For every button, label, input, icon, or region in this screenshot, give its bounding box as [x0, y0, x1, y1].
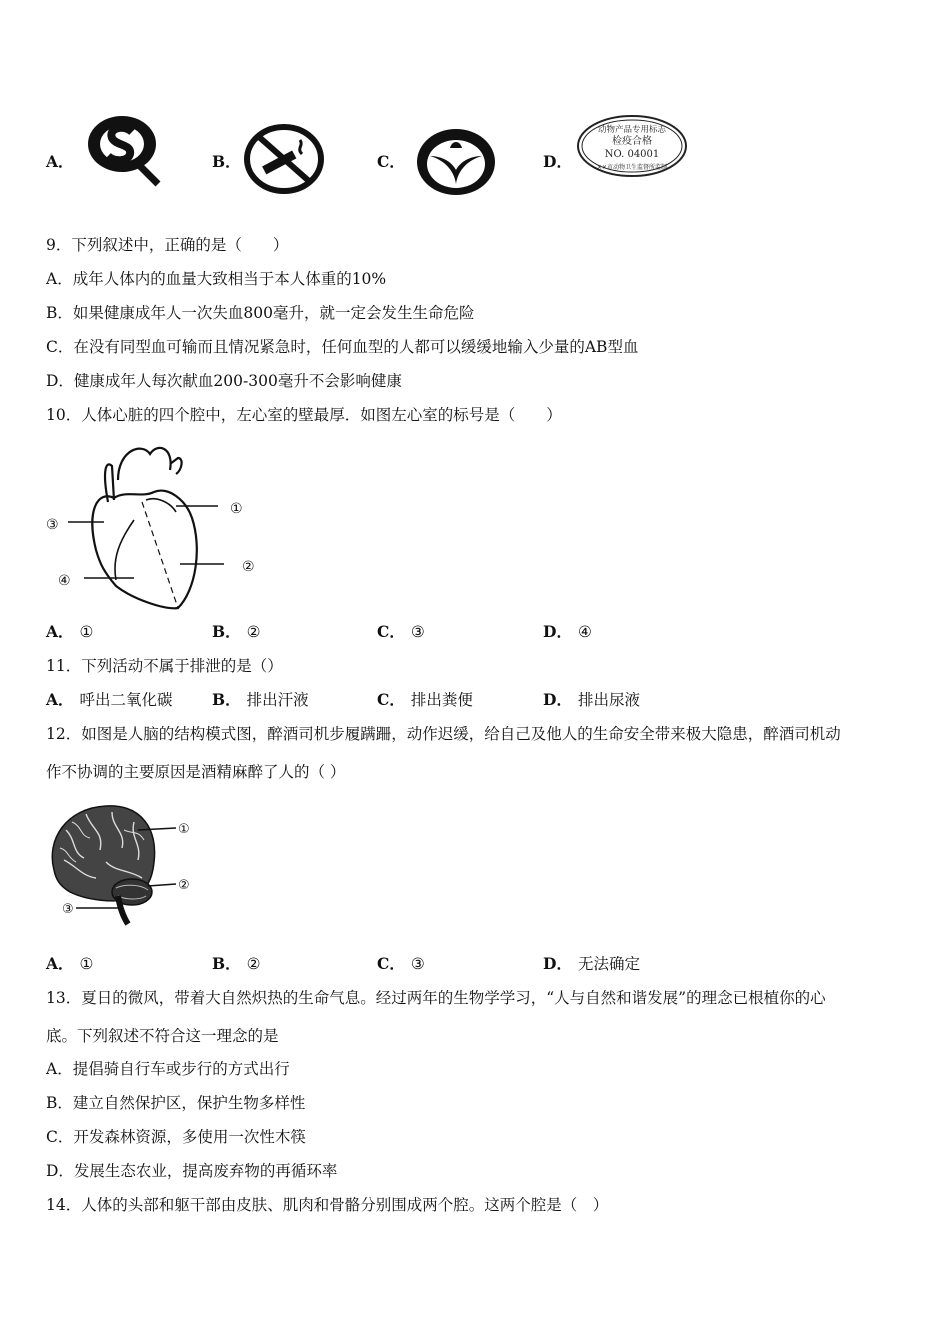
q11-option-c	[377, 690, 473, 710]
option-text: 排出尿液	[577, 691, 640, 709]
option-letter: B．	[212, 152, 241, 171]
qs-logo-icon	[84, 112, 164, 188]
option-letter: A．	[46, 622, 74, 641]
q10-option-b	[212, 622, 261, 642]
animal-product-stamp-icon	[576, 114, 688, 178]
q13-option-b: B．建立自然保护区，保护生物多样性	[46, 1094, 306, 1112]
stamp-text-title: 动物产品专用标志	[597, 125, 667, 135]
q13-option-a: A．提倡骑自行车或步行的方式出行	[46, 1060, 290, 1078]
q12-stem-line2: 作不协调的主要原因是酒精麻醉了人的（ ）	[46, 763, 346, 781]
option-letter: B．	[212, 622, 241, 641]
q11-option-b	[212, 690, 309, 710]
option-letter: A．	[46, 954, 74, 973]
option-letter: A．	[46, 690, 74, 709]
heart-label-3: ③	[46, 517, 59, 533]
option-letter: C．	[377, 152, 405, 171]
brain-diagram	[46, 800, 206, 930]
q13-stem-line1: 13．夏日的微风，带着大自然炽热的生命气息。经过两年的生物学学习，“人与自然和谐发展”的理念已根植你的心	[46, 989, 826, 1007]
q14-stem: 14．人体的头部和躯干部由皮肤、肌肉和骨骼分别围成两个腔。这两个腔是（ ）	[46, 1196, 609, 1214]
option-text: ③	[410, 955, 425, 973]
q11-option-d	[543, 690, 640, 710]
green-food-logo-icon	[414, 126, 498, 198]
stamp-text-number: NO. 04001	[604, 149, 660, 160]
option-letter: B．	[212, 954, 241, 973]
brain-label-1: ①	[178, 822, 190, 837]
q12-option-c	[377, 954, 425, 974]
option-text: 呼出二氧化碳	[79, 691, 173, 709]
q8-option-d	[543, 152, 578, 172]
q10-option-c	[377, 622, 425, 642]
q11-stem: 11．下列活动不属于排泄的是（）	[46, 657, 283, 675]
stamp-text-pass: 检疫合格	[612, 136, 652, 147]
q10-option-d	[543, 622, 592, 642]
brain-label-3: ③	[62, 902, 74, 917]
option-letter: A．	[46, 152, 74, 171]
stamp-text-issuer: ××市动物卫生监督所监制	[596, 164, 668, 171]
option-letter: D．	[543, 690, 572, 709]
q12-stem-line1: 12．如图是人脑的结构模式图，醉酒司机步履蹒跚，动作迟缓，给自己及他人的生命安全带来极大隐患，醉酒司机动	[46, 725, 841, 743]
option-text: ②	[246, 955, 261, 973]
option-text: 排出汗液	[246, 691, 309, 709]
heart-label-2: ②	[242, 559, 255, 575]
q13-stem-line2: 底。下列叙述不符合这一理念的是	[46, 1027, 279, 1045]
option-text: ①	[79, 955, 94, 973]
no-smoking-icon	[244, 124, 326, 194]
option-text: ②	[246, 623, 261, 641]
q9-option-c: C．在没有同型血可输而且情况紧急时，任何血型的人都可以缓缓地输入少量的AB型血	[46, 338, 639, 356]
q10-stem: 10．人体心脏的四个腔中，左心室的壁最厚．如图左心室的标号是（ ）	[46, 406, 562, 424]
option-letter: C．	[377, 690, 405, 709]
option-letter: D．	[543, 954, 572, 973]
q10-option-a	[46, 622, 93, 642]
option-text: 排出粪便	[410, 691, 473, 709]
heart-label-4: ④	[58, 573, 71, 589]
option-letter: D．	[543, 152, 572, 171]
heart-diagram	[46, 440, 266, 615]
heart-label-1: ①	[230, 501, 243, 517]
q13-option-d: D．发展生态农业，提高废弃物的再循环率	[46, 1162, 338, 1180]
option-letter: B．	[212, 690, 241, 709]
q8-option-b	[212, 152, 247, 172]
option-letter: C．	[377, 954, 405, 973]
q9-option-a: A．成年人体内的血量大致相当于本人体重的10%	[46, 270, 387, 288]
option-text: ③	[410, 623, 425, 641]
option-text: ①	[79, 623, 94, 641]
option-text: 无法确定	[577, 955, 640, 973]
q13-option-c: C．开发森林资源，多使用一次性木筷	[46, 1128, 306, 1146]
q12-option-b	[212, 954, 261, 974]
q9-stem: 9．下列叙述中，正确的是（ ）	[46, 236, 289, 254]
q8-option-a	[46, 152, 80, 172]
q12-option-d	[543, 954, 640, 974]
q9-option-b: B．如果健康成年人一次失血800毫升，就一定会发生生命危险	[46, 304, 475, 322]
q9-option-d: D．健康成年人每次献血200-300毫升不会影响健康	[46, 372, 402, 390]
option-text: ④	[577, 623, 592, 641]
brain-label-2: ②	[178, 878, 190, 893]
q12-option-a	[46, 954, 93, 974]
q11-option-a	[46, 690, 173, 710]
option-letter: C．	[377, 622, 405, 641]
option-letter: D．	[543, 622, 572, 641]
q8-option-c	[377, 152, 411, 172]
